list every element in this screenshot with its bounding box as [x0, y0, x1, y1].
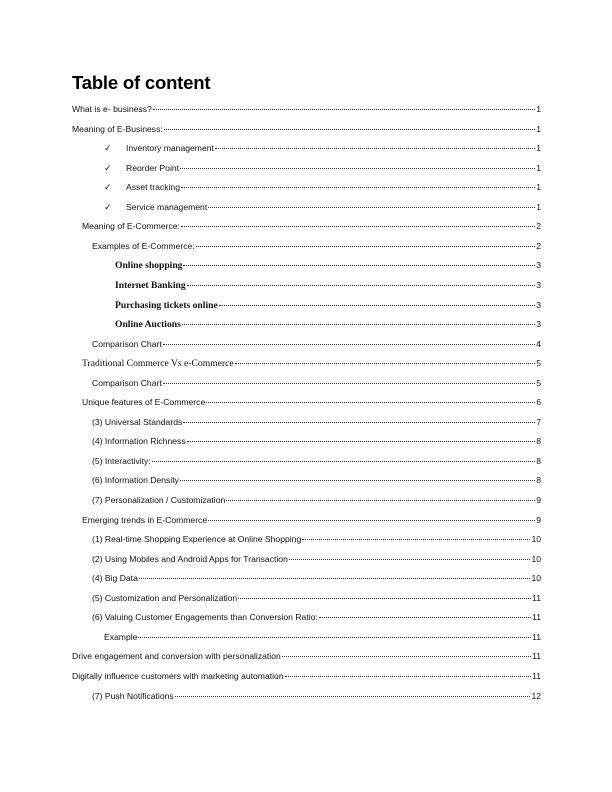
dot-leader	[282, 656, 531, 657]
toc-page-number: 1	[536, 104, 541, 114]
toc-page-number: 5	[536, 358, 541, 369]
toc-page-number: 3	[536, 299, 541, 310]
toc-page-number: 1	[536, 162, 541, 173]
dot-leader	[285, 676, 531, 677]
toc-entry-label: (5) Interactivity:	[92, 455, 151, 466]
toc-page-number: 1	[536, 182, 541, 193]
toc-entry[interactable]	[92, 339, 541, 355]
dot-leader	[187, 285, 536, 286]
toc-entry[interactable]	[92, 554, 541, 570]
toc-entry[interactable]	[115, 260, 541, 276]
toc-page-number: 11	[532, 631, 541, 642]
toc-entry-label: Inventory management	[126, 143, 214, 154]
toc-entry[interactable]	[92, 573, 541, 589]
dot-leader	[175, 696, 531, 697]
toc-entry-label: What is e- business?	[72, 104, 152, 114]
toc-page-number: 1	[536, 201, 541, 212]
toc-entry-label: Internet Banking	[115, 279, 186, 291]
toc-entry-label: (4) Information Richness	[92, 436, 186, 447]
toc-page-number: 11	[532, 670, 541, 681]
toc-page-number: 10	[531, 573, 541, 584]
toc-page-number: 9	[536, 514, 541, 525]
toc-page-number: 11	[532, 592, 541, 603]
toc-entry-label: (6) Information Density	[92, 475, 179, 486]
toc-entry[interactable]	[82, 221, 541, 237]
toc-entry-label: Online shopping	[115, 260, 183, 272]
toc-entry[interactable]	[92, 417, 541, 433]
toc-entry-label: (7) Personalization / Customization	[92, 495, 226, 505]
toc-page-number: 8	[536, 455, 541, 466]
dot-leader	[183, 265, 535, 266]
dot-leader	[180, 480, 535, 481]
toc-entry[interactable]	[72, 124, 541, 140]
toc-entry[interactable]	[115, 280, 541, 296]
toc-entry-label: Meaning of E-Commerce:	[82, 221, 180, 232]
dot-leader	[219, 305, 536, 306]
toc-entry[interactable]	[72, 671, 541, 687]
toc-entry[interactable]	[115, 300, 541, 316]
toc-title: Table of content	[72, 72, 211, 93]
toc-entry-label: Purchasing tickets online	[115, 299, 218, 311]
toc-entry-label: Traditional Commerce Vs e-Commerce	[82, 358, 234, 370]
checkmark-icon: ✓	[104, 201, 112, 212]
toc-page-number: 1	[536, 123, 541, 134]
dot-leader	[139, 578, 531, 579]
toc-entry[interactable]	[115, 319, 541, 335]
toc-entry-label: Digitally influence customers with marketing automation	[72, 670, 284, 681]
dot-leader	[226, 500, 535, 501]
toc-entry[interactable]	[104, 632, 541, 648]
toc-entry-label: Drive engagement and conversion with personalization	[72, 651, 281, 662]
dot-leader	[208, 207, 535, 208]
toc-page-number: 10	[531, 534, 541, 545]
dot-leader	[302, 539, 530, 540]
dot-leader	[215, 148, 535, 149]
dot-leader	[319, 617, 531, 618]
dot-leader	[289, 559, 531, 560]
toc-entry[interactable]	[92, 691, 541, 707]
dot-leader	[196, 246, 536, 247]
toc-page-number: 5	[536, 377, 541, 388]
toc-page-number: 9	[536, 495, 541, 505]
toc-entry-label: (1) Real-time Shopping Experience at Online Shopping	[92, 534, 302, 545]
toc-page-number: 7	[536, 416, 541, 427]
dot-leader	[164, 129, 535, 130]
toc-entry[interactable]	[92, 241, 541, 257]
dot-leader	[153, 109, 535, 110]
toc-entry-label: Reorder Point	[126, 162, 180, 173]
toc-entry[interactable]	[92, 534, 541, 550]
toc-page-number: 3	[536, 279, 541, 290]
checkmark-icon: ✓	[104, 182, 112, 193]
toc-entry-label: Asset tracking	[126, 182, 180, 193]
toc-entry[interactable]	[104, 163, 541, 179]
toc-page-number: 11	[532, 612, 541, 623]
toc-entry[interactable]	[104, 202, 541, 218]
dot-leader	[138, 637, 531, 638]
toc-entry-label: Unique features of E-Commerce	[82, 397, 206, 408]
toc-entry-label: (6) Valuing Customer Engagements than Conversion Ratio:	[92, 612, 318, 623]
toc-entry[interactable]	[72, 651, 541, 667]
dot-leader	[238, 598, 531, 599]
dot-leader	[163, 383, 535, 384]
toc-page-number: 8	[536, 436, 541, 447]
toc-entry[interactable]	[72, 104, 541, 120]
dot-leader	[208, 520, 535, 521]
checkmark-icon: ✓	[104, 162, 112, 173]
toc-page-number: 2	[536, 240, 541, 251]
dot-leader	[181, 226, 535, 227]
dot-leader	[181, 187, 535, 188]
toc-entry-label: (3) Universal Standards	[92, 416, 183, 427]
toc-entry[interactable]	[92, 612, 541, 628]
dot-leader	[206, 402, 535, 403]
toc-entry[interactable]	[92, 495, 541, 511]
dot-leader	[183, 422, 535, 423]
toc-entry[interactable]	[82, 358, 541, 374]
toc-entry-label: (4) Big Data	[92, 573, 138, 584]
toc-entry[interactable]	[104, 182, 541, 198]
toc-entry[interactable]	[92, 436, 541, 452]
toc-entry-label: Examples of E-Commerce:	[92, 240, 195, 251]
toc-entry-label: (2) Using Mobiles and Android Apps for Transaction	[92, 553, 288, 564]
toc-entry-label: Emerging trends in E-Commerce	[82, 514, 208, 525]
dot-leader	[180, 168, 535, 169]
toc-entry[interactable]	[92, 593, 541, 609]
toc-entry[interactable]	[92, 456, 541, 472]
toc-page-number: 4	[536, 338, 541, 349]
toc-entry[interactable]	[92, 475, 541, 491]
toc-entry[interactable]	[82, 397, 541, 413]
toc-page-number: 8	[536, 475, 541, 486]
toc-entry-label: Comparison Chart	[92, 338, 162, 349]
toc-entry[interactable]	[104, 143, 541, 159]
toc-entry[interactable]	[82, 515, 541, 531]
toc-entry-label: Meaning of E-Business:	[72, 123, 163, 134]
toc-entry-label: Example	[104, 631, 138, 642]
toc-page-number: 2	[536, 221, 541, 232]
toc-entry-label: Online Auctions	[115, 319, 181, 331]
toc-page-number: 3	[536, 260, 541, 271]
dot-leader	[187, 441, 536, 442]
toc-page-number: 10	[531, 553, 541, 564]
toc-entry-label: (5) Customization and Personalization	[92, 592, 238, 603]
dot-leader	[152, 461, 535, 462]
dot-leader	[163, 344, 535, 345]
toc-page-number: 3	[536, 319, 541, 330]
dot-leader	[182, 324, 535, 325]
toc-page-number: 12	[531, 690, 541, 701]
toc-entry-label: Comparison Chart	[92, 377, 162, 388]
toc-entry[interactable]	[92, 378, 541, 394]
checkmark-icon: ✓	[104, 143, 112, 154]
toc-page-number: 1	[536, 143, 541, 154]
toc-entry-label: Service management	[126, 201, 208, 212]
toc-page-number: 6	[536, 397, 541, 408]
toc-entry-label: (7) Push Notifications	[92, 690, 174, 701]
dot-leader	[235, 363, 536, 364]
toc-page-number: 11	[532, 651, 541, 662]
